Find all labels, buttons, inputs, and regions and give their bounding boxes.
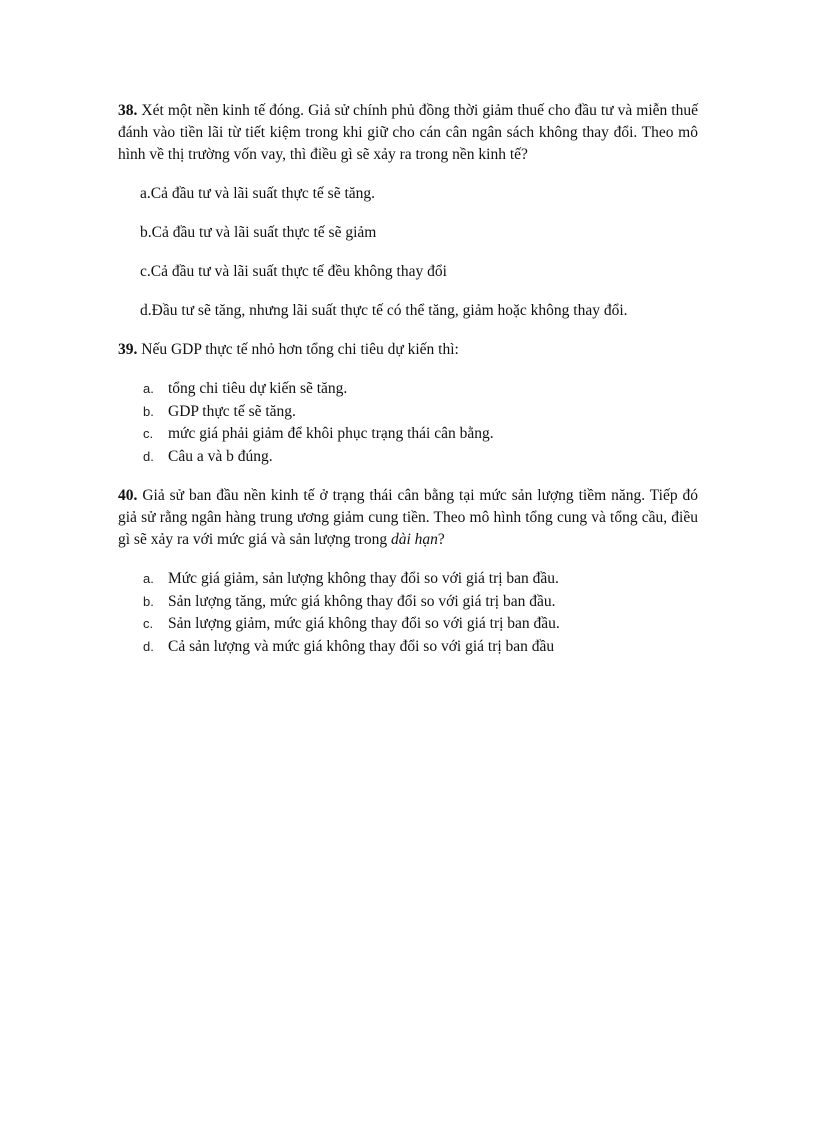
option-b: b.Cả đầu tư và lãi suất thực tế sẽ giảm <box>140 224 377 241</box>
option-marker: b. <box>143 593 154 609</box>
option-text: Sản lượng tăng, mức giá không thay đổi so với giá trị ban đầu. <box>168 592 556 610</box>
option-marker: d. <box>143 448 154 464</box>
question-number: 38. <box>118 102 138 119</box>
question-text: Xét một nền kinh tế đóng. Giả sử chính phủ đồng thời giảm thuế cho đầu tư và miễn thuế đánh vào tiền lãi từ tiết kiệm trong khi giữ cho cán cân ngân sách không thay đổi. Theo mô hình về thị trường vốn vay, thì điều gì sẽ xảy ra trong nền kinh tế? <box>118 102 698 163</box>
option-text: mức giá phải giảm để khôi phục trạng thái cân bằng. <box>168 425 494 442</box>
question-40-options <box>118 568 698 658</box>
option-text: Sản lượng giảm, mức giá không thay đổi so với giá trị ban đầu. <box>168 615 560 632</box>
document-page <box>118 100 698 658</box>
option-text: tổng chi tiêu dự kiến sẽ tăng. <box>168 380 348 397</box>
option-marker: c. <box>143 426 154 441</box>
option-a: a.Cả đầu tư và lãi suất thực tế sẽ tăng. <box>140 185 376 202</box>
option-text: GDP thực tế sẽ tăng. <box>168 402 296 420</box>
question-text-end: ? <box>437 531 445 548</box>
option-a <box>118 378 698 401</box>
question-text: Giả sử ban đầu nền kinh tế ở trạng thái cân bằng tại mức sản lượng tiềm năng. Tiếp đó giả sử rằng ngân hàng trung ương giảm cung tiền. Theo mô hình tổng cung và tổng cầu, điều gì sẽ xảy ra với mức giá và sản lượng trong <box>118 487 699 548</box>
option-b <box>118 401 698 424</box>
option-text: Mức giá giảm, sản lượng không thay đổi so với giá trị ban đầu. <box>168 570 559 587</box>
question-39-options <box>118 378 698 468</box>
option-d: d.Đầu tư sẽ tăng, nhưng lãi suất thực tế có thể tăng, giảm hoặc không thay đổi. <box>140 302 628 319</box>
question-38 <box>118 100 698 166</box>
option-c <box>118 613 698 636</box>
option-d <box>118 636 698 659</box>
option-c: c.Cả đầu tư và lãi suất thực tế đều không thay đổi <box>140 263 447 280</box>
option-b <box>118 591 698 614</box>
question-39 <box>118 339 698 361</box>
option-text: Cả sản lượng và mức giá không thay đổi so với giá trị ban đầu <box>168 637 555 655</box>
option-a <box>118 568 698 591</box>
question-text: Nếu GDP thực tế nhỏ hơn tổng chi tiêu dự kiến thì: <box>141 341 459 358</box>
option-text: Câu a và b đúng. <box>168 447 273 465</box>
option-marker: c. <box>143 616 154 631</box>
option-marker: d. <box>143 638 154 654</box>
question-number: 39. <box>118 341 138 358</box>
option-marker: a. <box>143 381 154 396</box>
question-40 <box>118 485 698 551</box>
option-marker: b. <box>143 403 154 419</box>
option-d <box>118 446 698 469</box>
option-marker: a. <box>143 571 154 586</box>
question-number: 40. <box>118 487 138 504</box>
question-text-italic: dài hạn <box>390 531 438 548</box>
question-38-options <box>118 183 698 322</box>
option-c <box>118 423 698 446</box>
